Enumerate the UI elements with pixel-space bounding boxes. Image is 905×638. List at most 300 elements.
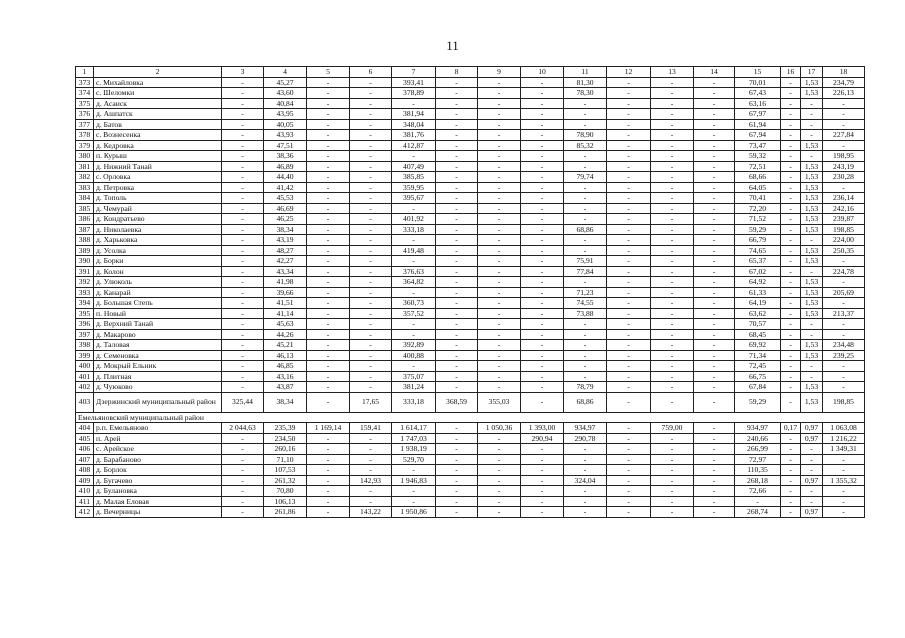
table-cell: - [651,392,694,412]
table-cell: 110,35 [735,465,781,476]
settlement-name-cell: д. Чуюково [94,382,222,393]
table-cell: - [436,350,478,361]
table-cell: - [222,298,264,309]
table-cell: - [735,496,781,507]
table-row [76,382,865,393]
table-cell: - [307,361,350,372]
table-cell: 382 [76,172,94,183]
table-cell: 67,97 [735,109,781,120]
table-cell: - [436,214,478,225]
table-cell: 143,22 [350,507,392,518]
table-cell: 68,86 [564,224,607,235]
table-cell: - [694,182,735,193]
table-cell: - [478,161,521,172]
table-cell: - [307,266,350,277]
table-cell: - [651,319,694,330]
table-cell: - [350,172,392,183]
table-cell: 77,84 [564,266,607,277]
table-cell: 377 [76,119,94,130]
table-cell: 73,88 [564,308,607,319]
table-cell: - [521,277,564,288]
table-cell: - [222,507,264,518]
table-cell: 381 [76,161,94,172]
table-row [76,319,865,330]
settlement-name-cell: с. Арейское [94,444,222,455]
table-cell: 1 169,14 [307,423,350,434]
table-cell: - [521,444,564,455]
settlement-name-cell: д. Кедровка [94,140,222,151]
table-cell: - [607,193,651,204]
table-cell: - [222,182,264,193]
table-cell: - [651,88,694,99]
table-cell: - [823,507,865,518]
table-cell: - [781,151,801,162]
table-cell: - [564,444,607,455]
table-cell: - [781,182,801,193]
table-cell: - [823,109,865,120]
table-cell: 1,53 [801,193,823,204]
table-cell: - [823,256,865,267]
table-cell: 1 614,17 [392,423,436,434]
table-cell: - [222,454,264,465]
table-cell: 408 [76,465,94,476]
table-cell: - [222,496,264,507]
table-cell: - [478,224,521,235]
table-cell: - [781,371,801,382]
table-cell: - [823,496,865,507]
table-cell: 1,53 [801,256,823,267]
table-cell: - [521,151,564,162]
table-cell: 419,48 [392,245,436,256]
table-cell: - [564,235,607,246]
table-cell: - [307,109,350,120]
table-row [76,350,865,361]
table-cell: - [478,287,521,298]
table-cell: 44,26 [264,329,307,340]
table-cell: - [694,224,735,235]
table-cell: - [478,298,521,309]
table-cell: - [436,287,478,298]
table-cell: - [651,454,694,465]
table-cell: - [801,486,823,497]
table-cell: - [781,340,801,351]
table-cell: 13 [651,67,694,78]
table-cell: 368,59 [436,392,478,412]
settlement-name-cell: д. Чемурай [94,203,222,214]
table-cell: - [478,371,521,382]
table-cell: - [478,329,521,340]
table-cell: 14 [694,67,735,78]
table-cell: - [307,382,350,393]
settlement-name-cell: д. Макарово [94,329,222,340]
table-cell: - [307,77,350,88]
table-cell: - [823,371,865,382]
table-cell: - [823,382,865,393]
table-cell: - [436,298,478,309]
table-cell: - [694,77,735,88]
table-cell: - [222,382,264,393]
table-cell: - [651,203,694,214]
table-cell: - [801,319,823,330]
table-cell: 70,80 [264,486,307,497]
table-cell: - [392,203,436,214]
table-cell: 1,53 [801,172,823,183]
table-cell: - [607,109,651,120]
table-cell: - [436,151,478,162]
table-cell: - [823,98,865,109]
table-row [76,140,865,151]
table-cell: - [781,256,801,267]
table-cell: - [436,433,478,444]
table-cell: 399 [76,350,94,361]
table-cell: - [222,319,264,330]
table-cell: 15 [735,67,781,78]
settlement-name-cell: д. Петровка [94,182,222,193]
table-cell: - [607,172,651,183]
table-cell: 364,82 [392,277,436,288]
table-cell: 8 [436,67,478,78]
table-cell: - [350,382,392,393]
table-cell: 348,04 [392,119,436,130]
table-cell: - [392,235,436,246]
table-cell: - [478,277,521,288]
table-cell: - [521,98,564,109]
table-cell: 388 [76,235,94,246]
table-cell: 65,37 [735,256,781,267]
table-cell: - [801,98,823,109]
table-cell: 43,60 [264,88,307,99]
table-cell: - [436,140,478,151]
table-cell: - [607,214,651,225]
table-cell: 61,94 [735,119,781,130]
table-cell: - [607,423,651,434]
table-cell: - [222,266,264,277]
table-cell: 67,43 [735,88,781,99]
table-cell: 68,45 [735,329,781,340]
table-cell: 1,53 [801,77,823,88]
table-cell: - [607,77,651,88]
table-cell: 12 [607,67,651,78]
table-cell: - [392,151,436,162]
table-cell: 1 349,31 [823,444,865,455]
table-cell: 411 [76,496,94,507]
table-cell: - [651,475,694,486]
table-cell: 1,53 [801,140,823,151]
table-cell: 261,86 [264,507,307,518]
table-cell: 378 [76,130,94,141]
table-cell: - [350,319,392,330]
table-cell: - [781,109,801,120]
table-cell: - [694,235,735,246]
table-cell: 381,94 [392,109,436,120]
table-cell: - [607,329,651,340]
table-cell: 1,53 [801,182,823,193]
table-cell: - [392,361,436,372]
table-cell: - [781,486,801,497]
table-cell: - [694,109,735,120]
table-cell: - [436,130,478,141]
table-cell: - [694,350,735,361]
table-cell: - [694,256,735,267]
table-cell: - [521,193,564,204]
table-cell: - [478,350,521,361]
table-cell: 59,29 [735,392,781,412]
table-cell: - [651,182,694,193]
table-cell: - [521,486,564,497]
settlement-name-cell: д. Харьковка [94,235,222,246]
table-cell: - [521,361,564,372]
table-cell: - [521,329,564,340]
table-cell: - [521,266,564,277]
table-cell: - [478,507,521,518]
table-cell: 69,92 [735,340,781,351]
table-cell: 397 [76,329,94,340]
table-cell: 10 [521,67,564,78]
table-cell: - [694,319,735,330]
table-cell: 1 393,00 [521,423,564,434]
table-cell: - [781,88,801,99]
table-cell: - [694,423,735,434]
table-cell: - [350,329,392,340]
table-cell: - [436,224,478,235]
table-cell: - [564,454,607,465]
table-cell: - [781,203,801,214]
table-cell: - [521,382,564,393]
settlement-name-cell: с. Михайловка [94,77,222,88]
table-cell: - [607,486,651,497]
table-cell: - [436,454,478,465]
table-cell: 0,97 [801,433,823,444]
table-cell: - [694,475,735,486]
table-cell: - [521,256,564,267]
table-cell: - [350,266,392,277]
table-cell: 409 [76,475,94,486]
table-cell: - [307,340,350,351]
table-cell: 142,93 [350,475,392,486]
table-cell: - [222,277,264,288]
table-cell: - [222,224,264,235]
table-cell: - [694,340,735,351]
table-row [76,392,865,412]
table-cell: - [350,486,392,497]
table-cell: - [607,350,651,361]
table-cell: - [651,361,694,372]
table-cell: 395 [76,308,94,319]
table-cell: - [823,329,865,340]
table-cell: 42,27 [264,256,307,267]
table-cell: - [436,507,478,518]
table-cell: - [478,214,521,225]
table-cell: 1 355,32 [823,475,865,486]
settlement-name-cell: р.п. Емельяново [94,423,222,434]
table-row [76,172,865,183]
table-cell: - [607,392,651,412]
table-cell: 378,89 [392,88,436,99]
table-cell: - [521,392,564,412]
settlement-name-cell: д. Канарай [94,287,222,298]
table-cell: 1,53 [801,214,823,225]
table-cell: 405 [76,433,94,444]
table-cell: - [781,287,801,298]
table-cell: 410 [76,486,94,497]
table-cell: - [521,496,564,507]
table-cell: 43,95 [264,109,307,120]
settlement-name-cell: д. Батов [94,119,222,130]
table-cell: 392,89 [392,340,436,351]
table-cell: 72,97 [735,454,781,465]
table-cell: 78,30 [564,88,607,99]
table-cell: - [307,140,350,151]
table-cell: 45,21 [264,340,307,351]
table-cell: - [307,496,350,507]
table-cell: - [823,319,865,330]
table-cell: - [222,98,264,109]
table-cell: - [607,235,651,246]
table-cell: - [607,256,651,267]
settlement-name-cell: Дзержинский муниципальный район [94,392,222,412]
table-cell: 75,91 [564,256,607,267]
table-cell: - [781,98,801,109]
table-cell: 390 [76,256,94,267]
table-cell: 1,53 [801,161,823,172]
table-cell: 236,14 [823,193,865,204]
table-cell: 401,92 [392,214,436,225]
table-cell: - [801,109,823,120]
table-cell: - [781,475,801,486]
settlement-name-cell: п. Курыш [94,151,222,162]
table-cell: 71,52 [735,214,781,225]
table-cell: 412 [76,507,94,518]
table-cell: - [222,340,264,351]
table-cell: - [307,319,350,330]
table-cell: - [392,98,436,109]
table-cell: 224,78 [823,266,865,277]
table-cell: - [521,224,564,235]
table-cell: 43,16 [264,371,307,382]
table-cell: - [307,298,350,309]
table-cell: - [478,119,521,130]
table-cell: - [694,287,735,298]
table-row [76,277,865,288]
table-cell: 333,18 [392,392,436,412]
table-cell: 1 [76,67,94,78]
table-cell: - [607,361,651,372]
table-cell: - [607,454,651,465]
table-cell: - [607,98,651,109]
table-cell: 64,19 [735,298,781,309]
table-cell: - [801,130,823,141]
table-cell: 71,23 [564,287,607,298]
table-cell: 0,97 [801,475,823,486]
table-cell: - [350,298,392,309]
table-cell: - [694,151,735,162]
table-cell: - [222,214,264,225]
settlement-name-cell: д. Большая Степь [94,298,222,309]
table-cell: 72,51 [735,161,781,172]
table-cell: - [651,245,694,256]
table-row [76,193,865,204]
table-cell: - [307,486,350,497]
table-cell: - [478,172,521,183]
table-cell: 379 [76,140,94,151]
table-row [76,444,865,455]
table-cell: - [307,465,350,476]
table-cell: 45,27 [264,77,307,88]
table-cell: - [436,119,478,130]
table-cell: - [651,161,694,172]
table-cell: - [607,496,651,507]
table-cell: 529,70 [392,454,436,465]
table-cell: 44,40 [264,172,307,183]
table-cell: - [521,77,564,88]
table-cell: - [781,161,801,172]
table-cell: - [521,161,564,172]
table-row [76,308,865,319]
settlement-name-cell: д. Плитная [94,371,222,382]
table-cell: - [694,266,735,277]
table-cell: - [564,277,607,288]
table-cell: - [392,329,436,340]
table-cell: 381,76 [392,130,436,141]
table-cell: 324,04 [564,475,607,486]
table-cell: - [350,203,392,214]
table-cell: - [781,433,801,444]
table-row [76,465,865,476]
table-cell: - [823,277,865,288]
table-cell: 360,73 [392,298,436,309]
table-cell: 78,79 [564,382,607,393]
settlement-name-cell: д. Асаиск [94,98,222,109]
table-cell: - [222,88,264,99]
table-cell: - [651,382,694,393]
table-cell: 70,01 [735,77,781,88]
table-cell: - [307,256,350,267]
table-cell: - [607,298,651,309]
table-cell: - [436,172,478,183]
settlement-name-cell: с. Вознесенка [94,130,222,141]
table-cell: 43,19 [264,235,307,246]
table-cell: - [564,203,607,214]
table-cell: - [694,392,735,412]
table-cell: - [564,350,607,361]
table-cell: 78,90 [564,130,607,141]
table-cell: - [823,298,865,309]
table-cell: - [436,203,478,214]
table-cell: - [436,266,478,277]
settlement-name-cell: д. Усолка [94,245,222,256]
table-cell: - [222,433,264,444]
table-cell: - [694,203,735,214]
table-cell: - [651,277,694,288]
table-cell: 260,16 [264,444,307,455]
table-cell: - [651,371,694,382]
table-cell: - [651,140,694,151]
table-cell: - [307,161,350,172]
table-cell: - [350,308,392,319]
table-cell: 1,53 [801,308,823,319]
table-cell: - [651,350,694,361]
table-cell: 387 [76,224,94,235]
table-cell: 392 [76,277,94,288]
table-cell: - [651,77,694,88]
table-cell: - [350,433,392,444]
table-cell: - [651,130,694,141]
table-cell: 48,27 [264,245,307,256]
table-cell: - [607,340,651,351]
table-cell: - [651,119,694,130]
table-cell: 239,87 [823,214,865,225]
table-cell: - [801,465,823,476]
